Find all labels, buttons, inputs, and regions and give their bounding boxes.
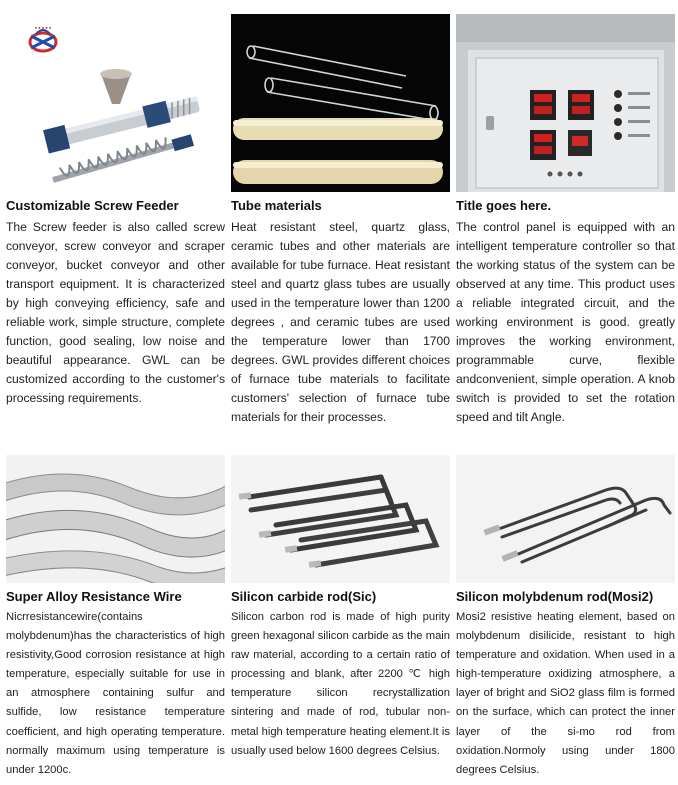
resistance-wire-image: [6, 455, 225, 583]
product-card-screw-feeder: [6, 14, 225, 408]
product-card-tube-materials: [231, 14, 450, 427]
tube-materials-image: [231, 14, 450, 192]
control-panel-image: [456, 14, 675, 192]
card-title: Silicon carbide rod(Sic): [231, 589, 377, 604]
silicon-molybdenum-rod-image: [456, 455, 675, 583]
card-title: Tube materials: [231, 198, 322, 213]
product-card-resistance-wire: [6, 455, 225, 780]
silicon-carbide-rod-image: [231, 455, 450, 583]
svg-text:● ● ● ● ●: ● ● ● ● ●: [34, 25, 52, 30]
product-card-control-panel: [456, 14, 675, 427]
product-card-silicon-carbide-rod: [231, 455, 450, 761]
card-description: The Screw feeder is also called screw conveyor, screw conveyor and scraper conveyor, bucket conveyor and other transport equipment. It is characterized by high conveying efficiency, safe and reliable work, simple structure, complete function, good sealing, low noise and beautiful appearance. GWL can be customized according to the customer's processing requirements.: [6, 220, 225, 405]
card-title: Super Alloy Resistance Wire: [6, 589, 182, 604]
card-description: The control panel is equipped with an intelligent temperature controller so that the working status of the system can be observed at any time. This product uses a reliable integrated circuit, and the working environment is good. greatly improves the working environment, programmable curve, flexible andconvenient, simple operation. A knob switch is provided to set the rotation speed and tilt Angle.: [456, 220, 675, 424]
product-card-silicon-molybdenum-rod: [456, 455, 675, 780]
screw-feeder-image: [6, 14, 225, 192]
card-description: Silicon carbon rod is made of high purity green hexagonal silicon carbide as the main raw material, according to a certain ratio of processing and blank, after 2200 ℃ high temperature silicon recrystallization sintering and made of rod, tubular non-metal high temperature heating element.It is usually used below 1600 degrees Celsius.: [231, 611, 450, 757]
card-description: Mosi2 resistive heating element, based on molybdenum disilicide, resistant to high temperature and oxidation. When used in a high-temperature oxidizing atmosphere, a layer of bright and SiO2 glass film is formed on the surface, which can protect the inner layer of the si-mo rod from oxidation.Normoly using under 1800 degrees Celsius.: [456, 611, 675, 776]
card-title: Customizable Screw Feeder: [6, 198, 179, 213]
card-title: Title goes here.: [456, 198, 552, 213]
card-title: Silicon molybdenum rod(Mosi2): [456, 589, 654, 604]
card-description: Heat resistant steel, quartz glass, ceramic tubes and other materials are available for tube furnace. Heat resistant steel and quartz glass tubes are usually used in the temperature lower than 1200 degrees , and ceramic tubes are used the temperature lower than 1700 degrees. GWL provides different choices of furnace tube materials to facilitate customers' selection of furnace tube materials for their processes.: [231, 220, 450, 424]
card-description: Nicrresistancewire(contains molybdenum)has the characteristics of high resistivity,Good corrosion resistance at high temperature, especially suitable for use in an atmosphere containing sulfur and sulfide, low resistance temperature coefficient, and high operating temperature. normally maximum using temperature is under 1200c.: [6, 611, 225, 776]
